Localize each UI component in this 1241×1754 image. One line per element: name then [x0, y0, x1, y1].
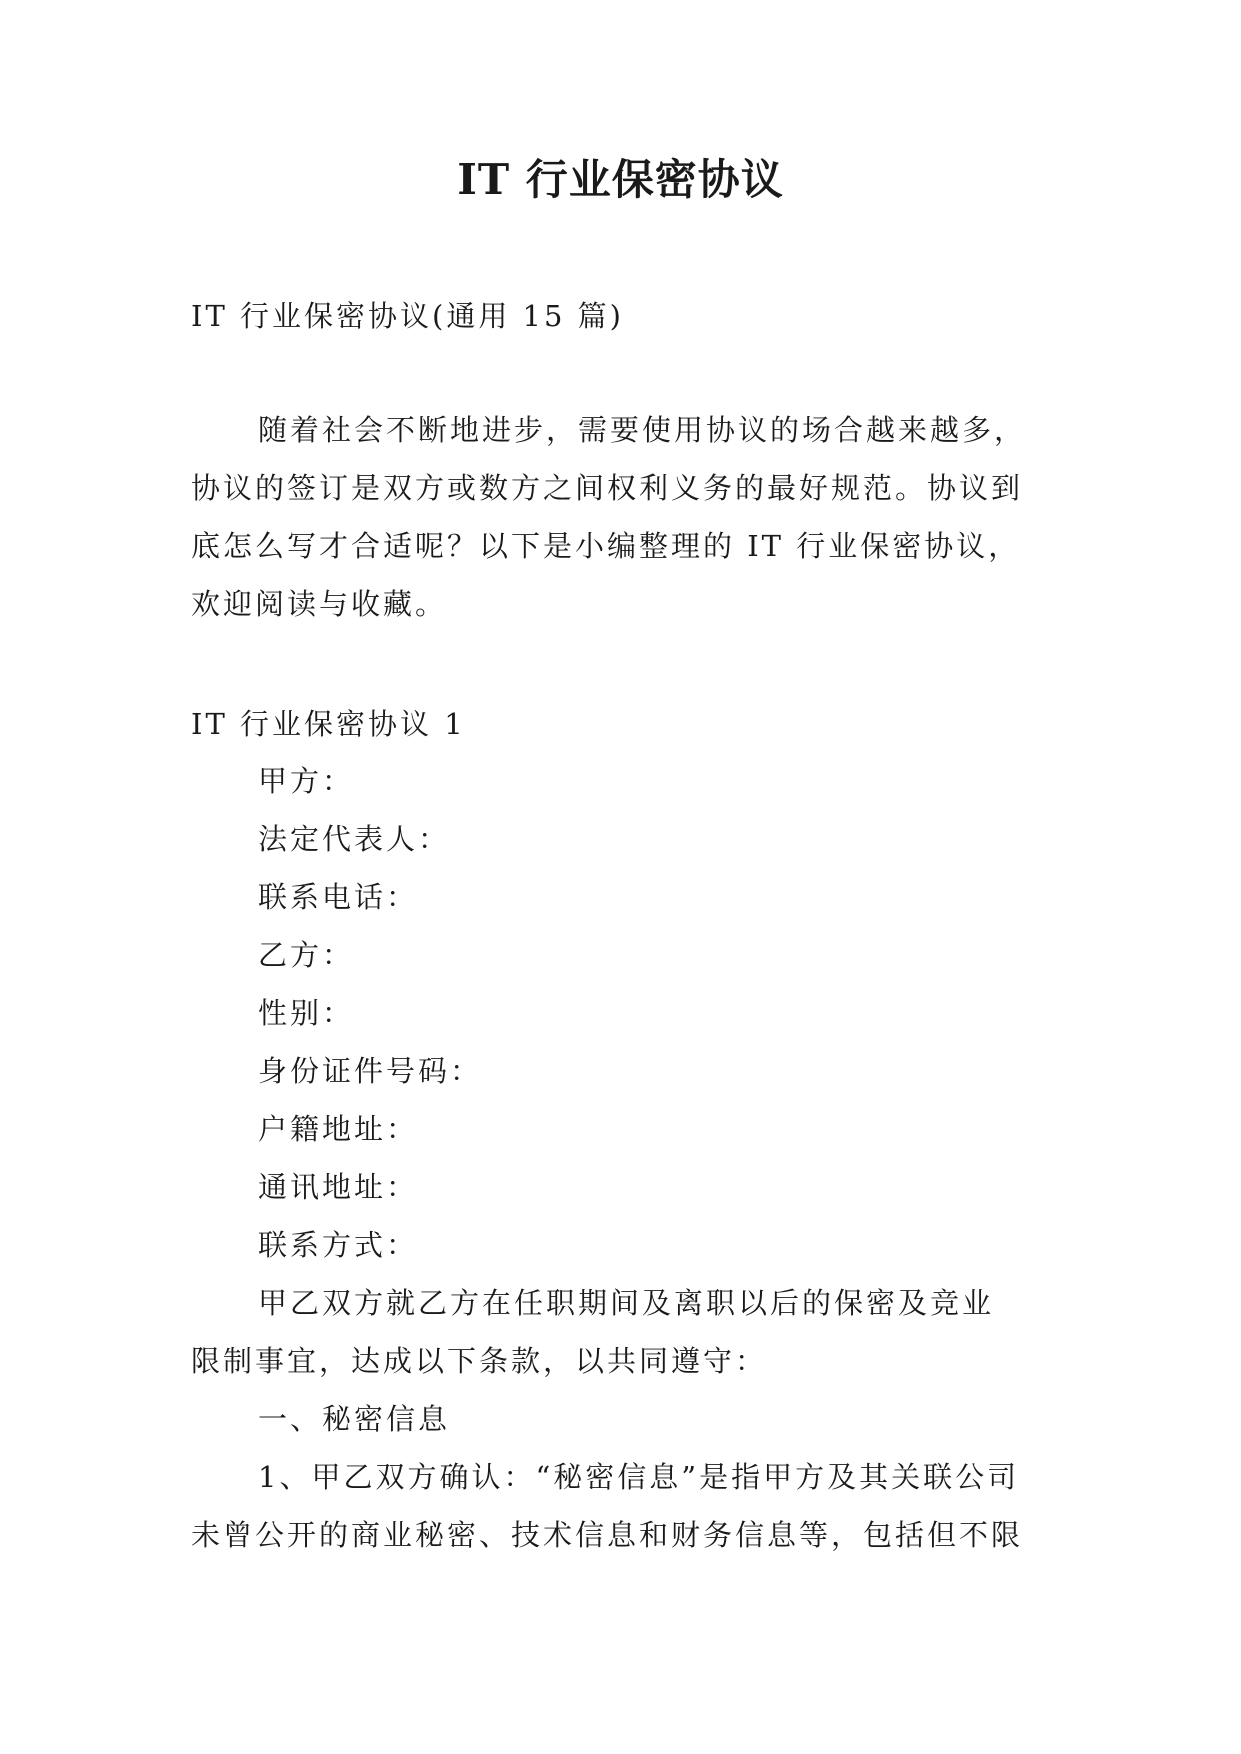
section-heading: IT 行业保密协议 1 [191, 707, 466, 741]
field-household-address: 户籍地址： [258, 1112, 419, 1146]
field-party-a: 甲方： [258, 764, 355, 798]
field-phone: 联系电话： [258, 880, 419, 914]
clause-heading: 一、秘密信息 [258, 1402, 451, 1436]
intro-line: 底怎么写才合适呢？以下是小编整理的 IT 行业保密协议， [191, 529, 1021, 563]
clause-line: 未曾公开的商业秘密、技术信息和财务信息等，包括但不限 [191, 1518, 1024, 1552]
document-title: IT 行业保密协议 [457, 155, 784, 204]
field-contact: 联系方式： [258, 1228, 419, 1262]
field-mailing-address: 通讯地址： [258, 1170, 419, 1204]
field-id-number: 身份证件号码： [258, 1054, 483, 1088]
document-subtitle: IT 行业保密协议(通用 15 篇) [191, 299, 624, 333]
intro-line: 欢迎阅读与收藏。 [191, 587, 448, 621]
field-legal-representative: 法定代表人： [258, 822, 451, 856]
intro-line: 协议的签订是双方或数方之间权利义务的最好规范。协议到 [191, 471, 1024, 505]
field-gender: 性别： [258, 996, 355, 1030]
clause-line: 1、甲乙双方确认：“秘密信息”是指甲方及其关联公司 [258, 1460, 1020, 1494]
agreement-line: 甲乙双方就乙方在任职期间及离职以后的保密及竞业 [258, 1286, 995, 1320]
intro-line: 随着社会不断地进步，需要使用协议的场合越来越多， [258, 413, 1027, 447]
agreement-line: 限制事宜，达成以下条款，以共同遵守： [191, 1344, 768, 1378]
field-party-b: 乙方： [258, 938, 355, 972]
